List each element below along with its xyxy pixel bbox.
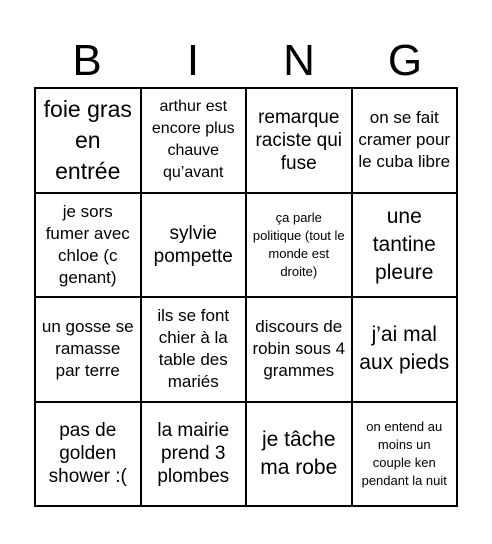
cell-text: on entend au moins un couple ken pendant la nuit bbox=[361, 418, 447, 488]
header-letter-i: I bbox=[186, 36, 200, 85]
bingo-cell[interactable] bbox=[141, 193, 247, 298]
bingo-grid bbox=[34, 87, 458, 507]
bingo-cell[interactable] bbox=[352, 88, 458, 193]
header-letter-n: N bbox=[283, 36, 315, 85]
bingo-cell[interactable] bbox=[246, 402, 352, 507]
bingo-cell[interactable] bbox=[246, 193, 352, 298]
bingo-cell[interactable] bbox=[35, 88, 141, 193]
bingo-header bbox=[34, 36, 458, 86]
cell-text: pas de golden shower :( bbox=[48, 420, 127, 488]
bingo-cell[interactable] bbox=[35, 297, 141, 402]
cell-text: ça parle politique (tout le monde est droite) bbox=[252, 209, 345, 279]
cell-text: je tâche ma robe bbox=[260, 427, 338, 479]
cell-text: discours de robin sous 4 grammes bbox=[252, 317, 346, 381]
bingo-cell[interactable] bbox=[246, 297, 352, 402]
cell-text: j’ai mal aux pieds bbox=[359, 323, 450, 375]
bingo-cell[interactable] bbox=[246, 88, 352, 193]
bingo-cell[interactable] bbox=[352, 402, 458, 507]
cell-text: remarque raciste qui fuse bbox=[255, 106, 343, 174]
cell-text: un gosse se ramasse par terre bbox=[41, 317, 134, 381]
cell-text: je sors fumer avec chloe (c genant) bbox=[45, 201, 130, 287]
bingo-cell[interactable] bbox=[141, 88, 247, 193]
cell-text: arthur est encore plus chauve qu’avant bbox=[151, 98, 235, 182]
cell-text: foie gras en entrée bbox=[43, 95, 132, 184]
bingo-cell[interactable] bbox=[352, 297, 458, 402]
cell-text: une tantine pleure bbox=[372, 204, 436, 284]
cell-text: la mairie prend 3 plombes bbox=[157, 420, 230, 488]
cell-text: ils se font chier à la table des mariés bbox=[157, 306, 230, 392]
bingo-cell[interactable] bbox=[352, 193, 458, 298]
bingo-cell[interactable] bbox=[141, 402, 247, 507]
cell-text: on se fait cramer pour le cuba libre bbox=[358, 108, 451, 172]
bingo-cell[interactable] bbox=[35, 402, 141, 507]
header-letter-g: G bbox=[387, 36, 423, 85]
bingo-cell[interactable] bbox=[35, 193, 141, 298]
header-letter-b: B bbox=[72, 36, 102, 85]
bingo-cell[interactable] bbox=[141, 297, 247, 402]
cell-text: sylvie pompette bbox=[153, 222, 233, 267]
